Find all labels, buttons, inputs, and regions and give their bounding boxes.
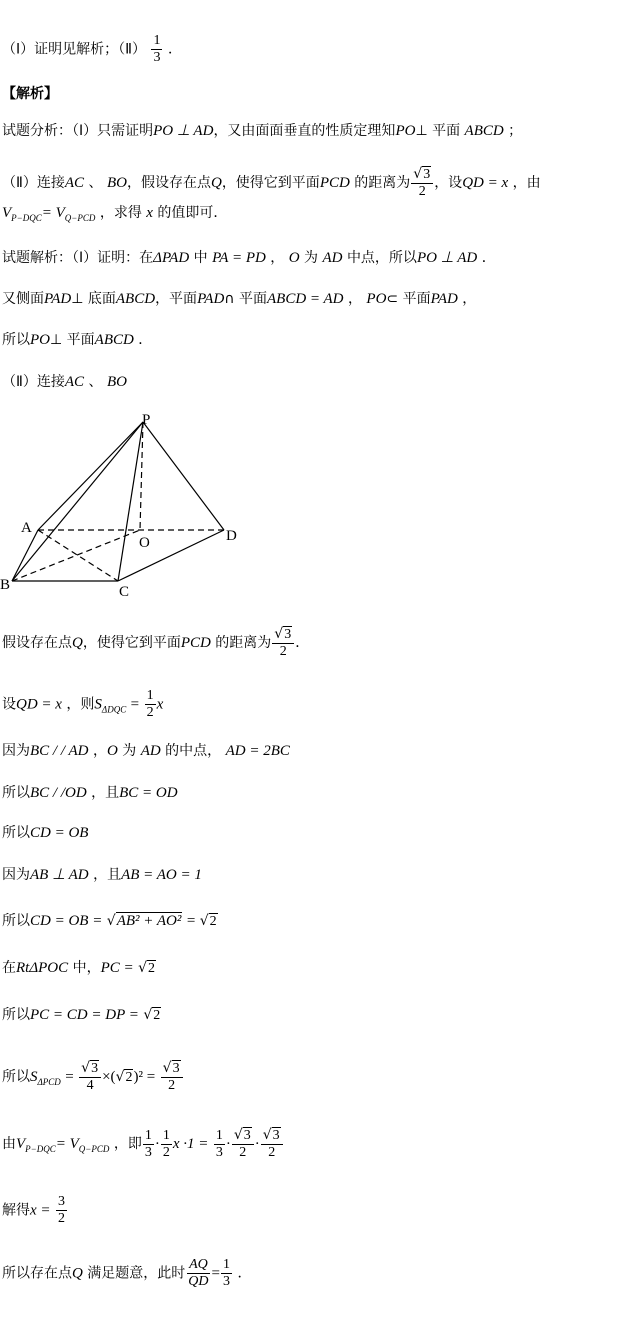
- edge-ac-hidden: [38, 530, 118, 581]
- answer-fraction: $\frac{1}{3}$: [153, 33, 161, 65]
- label-p: P: [142, 412, 151, 428]
- edge-bo-hidden: [12, 530, 140, 581]
- step-8: 在RtΔPOC 中，PC = √2: [2, 960, 156, 976]
- edge-cd: [118, 530, 224, 581]
- step-11: 由$V_{P-DQC}= V_{Q-PCD}$ ，即 $\frac{1}{3}$ · $\frac{1}{2}$ x ·1 = $\frac{1}{3}$ · $\frac{√3}{2}$ · $\frac{√3}{2}$: [2, 1127, 284, 1161]
- step-9: 所以PC = CD = DP = √2: [2, 1007, 161, 1023]
- proof-line-1: 试题解析：（Ⅰ）证明：在ΔPAD 中 PA = PD ， O 为 AD 中点，所以PO ⊥ AD ．: [2, 250, 496, 266]
- analysis-line-2: （Ⅱ）连接AC 、 BO，假设存在点Q，使得它到平面PCD 的距离为 $\frac{√3}{2}$ ，设QD = x ，由: [2, 166, 541, 199]
- section-title: 【解析】: [2, 86, 58, 102]
- edge-ab: [12, 530, 38, 581]
- edge-pc: [118, 422, 143, 581]
- analysis-line-1: 试题分析：（Ⅰ）只需证明PO ⊥ AD，又由面面垂直的性质定理知PO⊥ 平面 ABCD ；: [2, 123, 523, 139]
- step-3: 因为BC / / AD ，O 为 AD 的中点， AD = 2BC: [2, 743, 290, 759]
- analysis-line-3: $V_{P-DQC}= V_{Q-PCD}$ ，求得 x 的值即可．: [2, 205, 228, 223]
- proof-line-2: 又侧面PAD⊥ 底面ABCD，平面PAD∩ 平面ABCD = AD ， PO⊂ 平面PAD ，: [2, 291, 477, 307]
- step-13: 所以存在点Q 满足题意，此时 $\frac{AQ}{QD}$ = $\frac{1}{3}$ ．: [2, 1257, 252, 1289]
- step-4: 所以BC / /OD ，且BC = OD: [2, 785, 178, 801]
- sqrt3-over-2: $\frac{√3}{2}$: [411, 166, 433, 200]
- edge-pd: [143, 422, 224, 530]
- proof-line-3: 所以PO⊥ 平面ABCD ．: [2, 332, 153, 348]
- step-7: 所以CD = OB = √AB² + AO² = √2: [2, 913, 217, 929]
- answer-line: （Ⅰ）证明见解析；（Ⅱ） $\frac{1}{3}$ ．: [2, 33, 182, 65]
- label-c: C: [119, 584, 130, 600]
- answer-prefix: （Ⅰ）证明见解析；（Ⅱ）: [2, 41, 147, 58]
- label-b: B: [0, 577, 11, 593]
- step-2: 设QD = x ，则$S_{\Delta DQC}$ = $\frac{1}{2}$ x: [2, 688, 164, 720]
- pyramid-figure: [0, 400, 260, 605]
- edge-pb: [12, 422, 143, 581]
- proof-line-4: （Ⅱ）连接AC 、 BO: [2, 374, 127, 390]
- step-1: 假设存在点Q，使得它到平面PCD 的距离为 $\frac{√3}{2}$ ．: [2, 626, 310, 659]
- label-o: O: [139, 535, 150, 551]
- label-d: D: [226, 528, 237, 544]
- label-a: A: [21, 520, 32, 536]
- step-10: 所以$S_{\Delta PCD}$ = $\frac{√3}{4}$ ×(√2)² = $\frac{√3}{2}$: [2, 1060, 184, 1094]
- step-6: 因为AB ⊥ AD ，且AB = AO = 1: [2, 867, 202, 883]
- step-12: 解得x = $\frac{3}{2}$: [2, 1194, 65, 1226]
- step-5: 所以CD = OB: [2, 825, 89, 841]
- edge-pa: [38, 422, 143, 530]
